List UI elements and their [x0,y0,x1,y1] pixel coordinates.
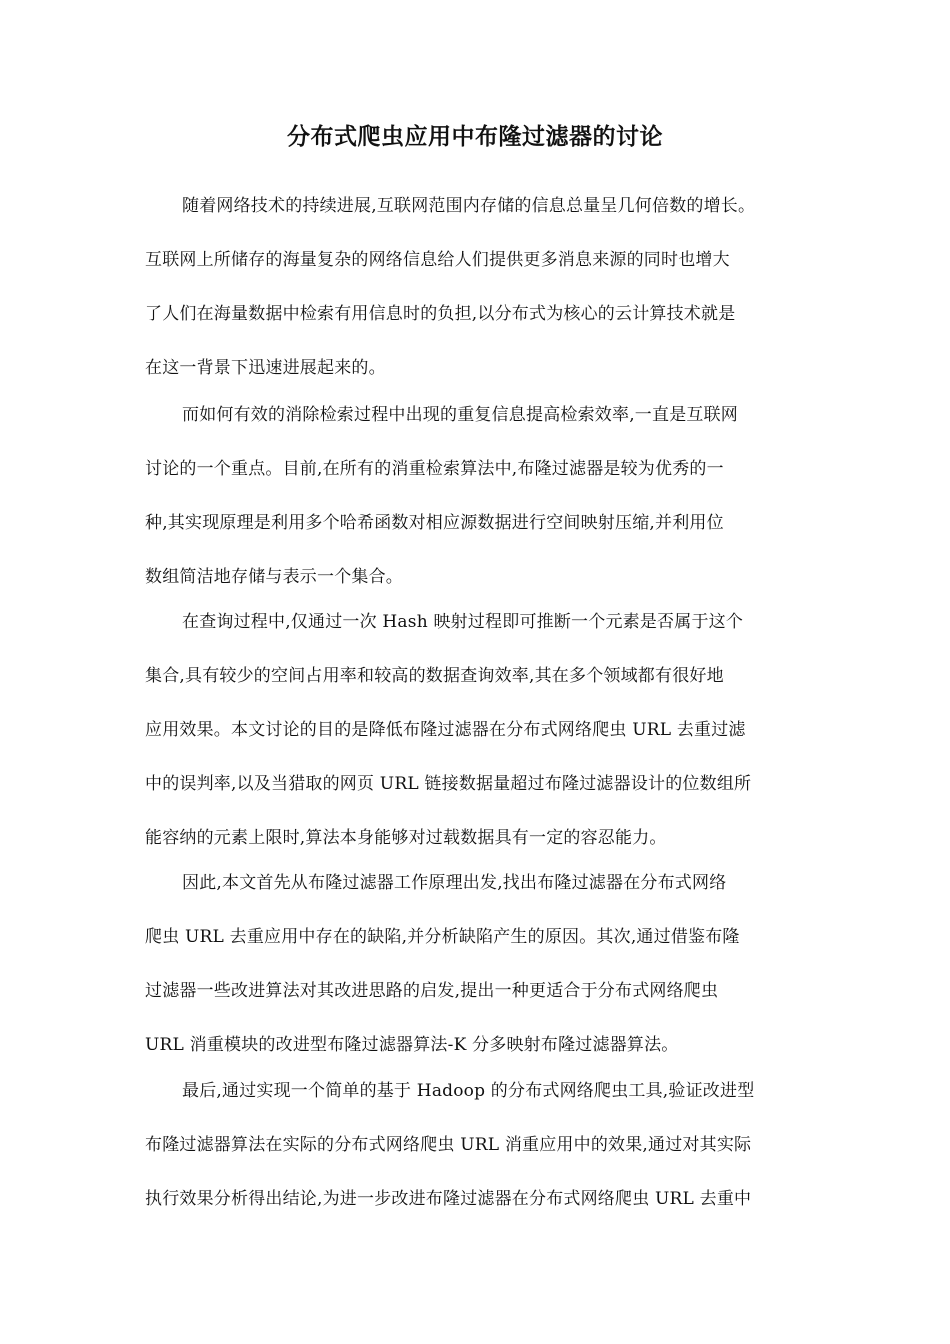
paragraph-line: 在查询过程中,仅通过一次 Hash 映射过程即可推断一个元素是否属于这个 [182,612,744,632]
paragraph-line: 执行效果分析得出结论,为进一步改进布隆过滤器在分布式网络爬虫 URL 去重中 [145,1189,752,1209]
paragraph-line: 应用效果。本文讨论的目的是降低布隆过滤器在分布式网络爬虫 URL 去重过滤 [145,720,746,740]
paragraph-line: 在这一背景下迅速进展起来的。 [145,358,386,378]
paragraph-line: 数组简洁地存储与表示一个集合。 [145,567,403,587]
paragraph-line: 因此,本文首先从布隆过滤器工作原理出发,找出布隆过滤器在分布式网络 [182,873,727,893]
paragraph-5 [145,1073,817,1235]
paragraph-line: 中的误判率,以及当猎取的网页 URL 链接数据量超过布隆过滤器设计的位数组所 [145,774,752,794]
paragraph-line: 了人们在海量数据中检索有用信息时的负担,以分布式为核心的云计算技术就是 [145,304,736,324]
paragraph-line: URL 消重模块的改进型布隆过滤器算法-K 分多映射布隆过滤器算法。 [145,1035,679,1055]
document-title: 分布式爬虫应用中布隆过滤器的讨论 [287,124,663,150]
paragraph-line: 随着网络技术的持续进展,互联网范围内存储的信息总量呈几何倍数的增长。 [182,196,756,216]
paragraph-line: 而如何有效的消除检索过程中出现的重复信息提高检索效率,一直是互联网 [182,405,739,425]
paragraph-1 [145,188,817,404]
paragraph-line: 过滤器一些改进算法对其改进思路的启发,提出一种更适合于分布式网络爬虫 [145,981,719,1001]
paragraph-line: 种,其实现原理是利用多个哈希函数对相应源数据进行空间映射压缩,并利用位 [145,513,724,533]
paragraph-2 [145,397,817,613]
paragraph-3 [145,604,817,874]
paragraph-line: 爬虫 URL 去重应用中存在的缺陷,并分析缺陷产生的原因。其次,通过借鉴布隆 [145,927,740,947]
paragraph-line: 集合,具有较少的空间占用率和较高的数据查询效率,其在多个领域都有很好地 [145,666,724,686]
paragraph-line: 布隆过滤器算法在实际的分布式网络爬虫 URL 消重应用中的效果,通过对其实际 [145,1135,752,1155]
paragraph-4 [145,865,817,1081]
paragraph-line: 讨论的一个重点。目前,在所有的消重检索算法中,布隆过滤器是较为优秀的一 [145,459,724,479]
paragraph-line: 能容纳的元素上限时,算法本身能够对过载数据具有一定的容忍能力。 [145,828,667,848]
paragraph-line: 互联网上所储存的海量复杂的网络信息给人们提供更多消息来源的同时也增大 [145,250,730,270]
paragraph-line: 最后,通过实现一个简单的基于 Hadoop 的分布式网络爬虫工具,验证改进型 [182,1081,755,1101]
